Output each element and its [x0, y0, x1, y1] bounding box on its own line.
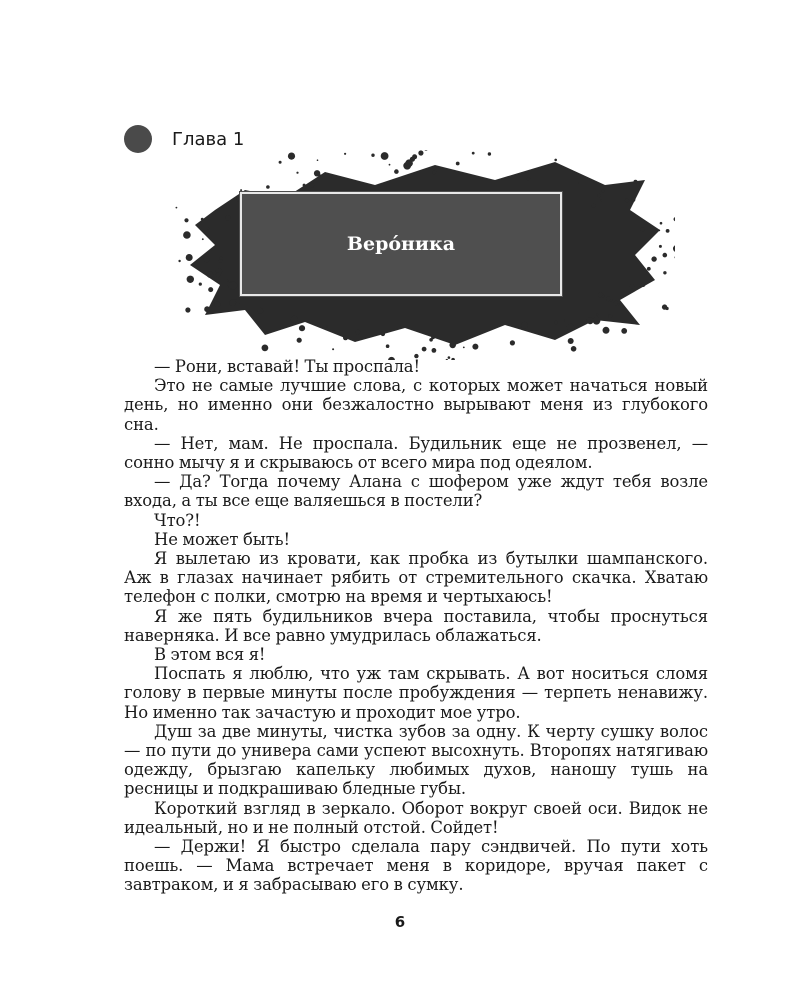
paragraph: Я вылетаю из кровати, как пробка из бутылки шампанского. Аж в глазах начинает рябить от стремительного скачка. Хватаю телефон с полки, смотрю на время и чертыхаюсь!	[124, 549, 708, 607]
paragraph: — Держи! Я быстро сделала пару сэндвичей. По пути хоть поешь. — Мама встречает меня в коридоре, вручая пакет с завтраком, и я забрасываю его в сумку.	[124, 837, 708, 895]
ink-speck	[229, 299, 236, 306]
ink-speck	[381, 332, 385, 336]
page-number: 6	[394, 913, 406, 931]
ink-speck	[204, 257, 210, 263]
ink-speck	[288, 153, 295, 160]
ink-speck	[344, 153, 346, 155]
ink-speck	[663, 271, 666, 274]
ink-speck	[199, 283, 202, 286]
ink-speck	[564, 320, 566, 322]
ink-speck	[184, 218, 188, 222]
ink-speck	[640, 227, 644, 231]
paragraph: Это не самые лучшие слова, с которых может начаться новый день, но именно они безжалостно вырывают меня из глубокого сна.	[124, 376, 708, 434]
ink-speck	[600, 200, 602, 202]
ink-speck	[663, 253, 668, 258]
paragraph: В этом вся я!	[154, 645, 266, 665]
ink-speck	[424, 150, 429, 151]
ink-speck	[317, 159, 319, 161]
ink-speck	[603, 327, 610, 334]
paragraph: Я же пять будильников вчера поставила, чтобы проснуться наверняка. И все равно умудрилась облажаться.	[124, 606, 708, 645]
ink-speck	[618, 303, 620, 305]
chapter-bullet-icon	[124, 125, 152, 153]
ink-speck	[568, 338, 574, 344]
ink-speck	[429, 338, 433, 342]
ink-speck	[297, 338, 302, 343]
paragraph: — Рони, вставай! Ты проспала!	[154, 357, 420, 376]
paragraph: — Да? Тогда почему Алана с шофером уже ждут тебя возле входа, а ты все еще валяешься в постели?	[124, 472, 708, 511]
character-name: Веро́ника	[346, 233, 456, 255]
ink-speck	[567, 324, 575, 332]
paragraph: Не может быть!	[154, 529, 290, 549]
ink-speck	[186, 254, 191, 259]
ink-speck	[666, 229, 670, 233]
ink-speck	[326, 325, 328, 327]
ink-speck	[488, 152, 491, 155]
ink-speck	[674, 217, 676, 221]
ink-speck	[266, 185, 270, 189]
ink-speck	[279, 161, 282, 164]
ink-speck	[227, 280, 229, 282]
ink-speck	[463, 347, 465, 349]
ink-speck	[314, 170, 320, 176]
ink-speck	[651, 256, 656, 261]
ink-speck	[299, 325, 305, 331]
ink-speck	[343, 335, 348, 340]
ink-speck	[219, 259, 223, 263]
ink-speck	[240, 189, 242, 191]
ink-speck	[472, 152, 475, 155]
ink-speck	[332, 348, 334, 350]
ink-speck	[214, 301, 220, 307]
ink-speck	[187, 276, 194, 283]
ink-speck	[216, 273, 221, 278]
ink-speck	[381, 152, 389, 160]
ink-speck	[219, 256, 222, 259]
ink-speck	[418, 150, 423, 155]
ink-speck	[386, 344, 390, 348]
ink-speck	[183, 231, 191, 239]
paragraph: Короткий взгляд в зеркало. Оборот вокруг своей оси. Видок не идеальный, но и не полный отстой. Сойдет!	[124, 798, 708, 837]
ink-speck	[257, 308, 263, 314]
ink-speck	[225, 215, 230, 220]
ink-speck	[579, 182, 581, 184]
ink-speck	[666, 307, 669, 310]
ink-speck	[202, 238, 204, 240]
ink-speck	[422, 347, 427, 352]
character-name-box	[240, 192, 562, 296]
ink-speck	[587, 317, 594, 324]
ink-speck	[598, 194, 601, 197]
ink-speck	[291, 316, 298, 323]
ink-speck	[389, 164, 391, 166]
paragraph: Душ за две минуты, чистка зубов за одну. К черту сушку волос — по пути до универа сами успеют высохнуть. Второпях натягиваю одежду, брызгаю капельку любимых духов, наношу тушь на ресницы и подкрашиваю бледные губы.	[124, 721, 708, 799]
ink-speck	[176, 207, 178, 209]
ink-speck	[449, 342, 456, 349]
paragraph: — Нет, мам. Не проспала. Будильник еще не прозвенел, — сонно мычу я и скрываюсь от всего мира под одеялом.	[124, 433, 708, 473]
ink-speck	[432, 170, 436, 174]
ink-speck	[207, 227, 210, 230]
ink-speck	[601, 189, 604, 192]
ink-speck	[596, 314, 598, 316]
paragraph: Что?!	[154, 510, 201, 530]
ink-speck	[309, 183, 314, 188]
ink-speck	[571, 346, 577, 352]
ink-speck	[554, 159, 557, 162]
ink-speck	[673, 245, 675, 252]
ink-speck	[610, 299, 612, 301]
ink-speck	[527, 177, 531, 181]
ink-speck	[641, 282, 646, 287]
ink-speck	[660, 222, 663, 225]
ink-speck	[675, 256, 676, 258]
ink-speck	[659, 245, 662, 248]
chapter-body	[124, 357, 708, 895]
ink-speck	[432, 348, 437, 353]
ink-speck	[634, 180, 638, 184]
chapter-label: Глава 1	[172, 128, 245, 150]
ink-speck	[554, 320, 558, 324]
ink-speck	[208, 287, 213, 292]
ink-speck	[592, 204, 596, 208]
ink-speck	[521, 322, 528, 329]
ink-speck	[608, 314, 612, 318]
ink-speck	[178, 260, 180, 262]
ink-speck	[631, 198, 635, 202]
ink-speck	[371, 154, 374, 157]
ink-speck	[593, 317, 601, 325]
ink-speck	[204, 306, 210, 312]
ink-speck	[510, 340, 515, 345]
ink-speck	[230, 282, 238, 290]
ink-speck	[602, 295, 605, 298]
ink-speck	[412, 154, 417, 159]
ink-speck	[456, 162, 460, 166]
ink-speck	[201, 218, 204, 221]
ink-speck	[296, 172, 298, 174]
ink-speck	[625, 198, 629, 202]
ink-speck	[621, 328, 627, 334]
ink-speck	[394, 169, 399, 174]
ink-speck	[303, 184, 306, 187]
ink-speck	[262, 345, 269, 352]
chapter-header	[124, 125, 244, 153]
ink-speck	[647, 267, 651, 271]
ink-speck	[185, 307, 190, 312]
ink-speck	[630, 284, 635, 289]
ink-speck	[207, 271, 214, 278]
ink-speck	[355, 329, 360, 334]
ink-speck	[329, 176, 332, 179]
ink-speck	[472, 344, 478, 350]
ink-speck	[658, 230, 660, 232]
paragraph: Поспать я люблю, что уж там скрывать. А вот носиться сломя голову в первые минуты после пробуждения — терпеть ненавижу. Но именно так зачастую и проходит мое утро.	[124, 664, 708, 722]
